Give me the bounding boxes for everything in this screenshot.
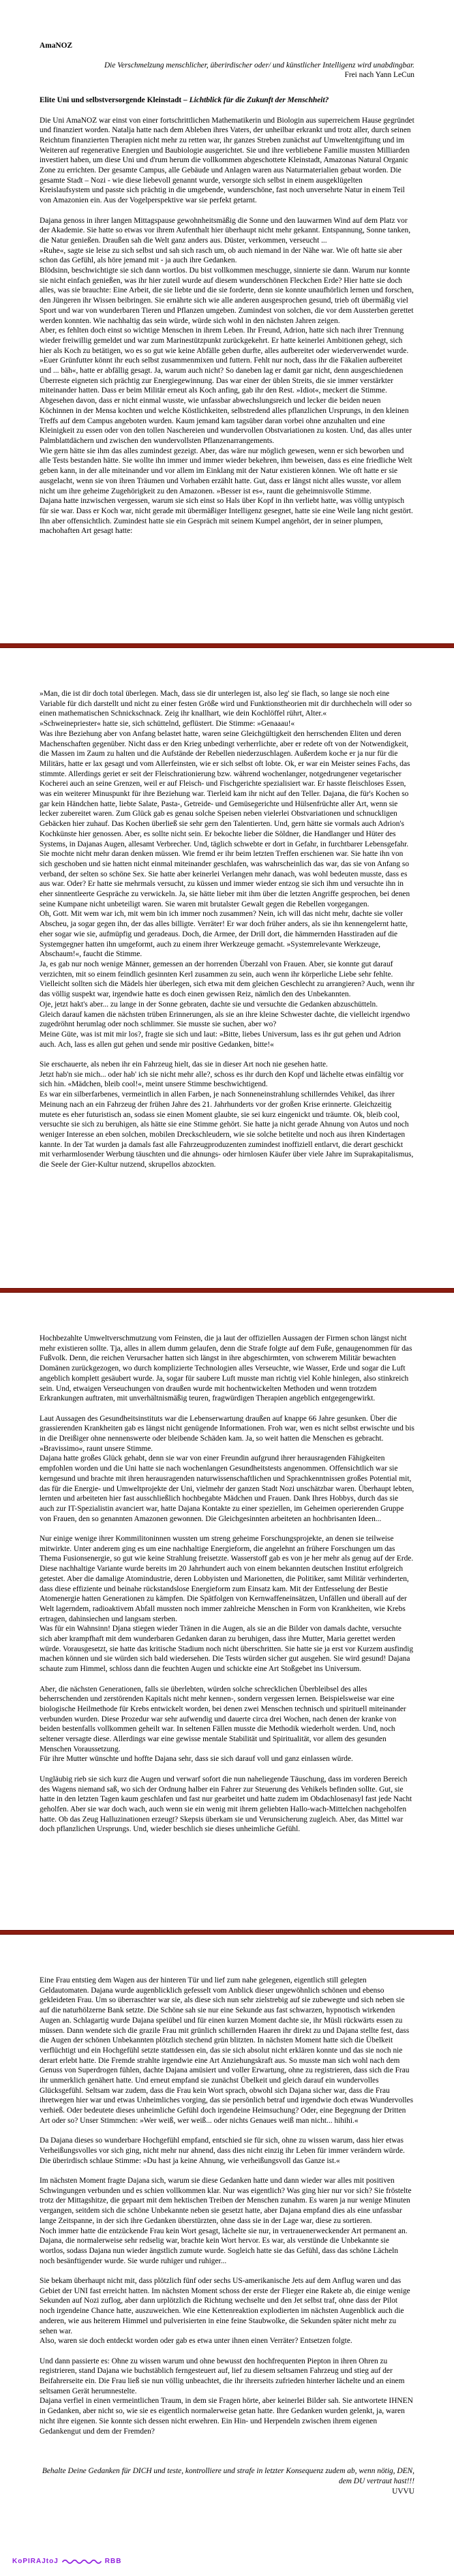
paragraph: Wie gern hätte sie ihm das alles zumindest gezeigt. Aber, das wäre nur möglich gewesen, wenn er sich beworben und alle Tests bestanden hätte. Sie wollte ihn immer und immer wieder bekehren, ihm beweisen, dass es eine friedliche Welt geben kann, in der alle miteinander und vor allem im Einklang mit der Natur existieren können. Wie oft hatte er sie ausgelacht, wenn sie von ihren Träumen und Vorhaben erzählt hatte. Gut, dass er längst nicht alles wusste, vor allem nicht um ihre geheime Zugehörigkeit zu den Amazonen. »Besser ist es«, raunt die geheimnisvolle Stimme. [40, 446, 412, 495]
page-3-body [40, 1334, 414, 1835]
paragraph: Dajana verfiel in einen vermeintlichen Traum, in dem sie Fragen hörte, aber keinerlei Bilder sah. Sie antwortete IHNEN in Gedanken, aber nicht so, wie sie es eigentlich normalerweise getan hatte. Ihre Gedanken wurden gelenkt, ja, waren nicht ihre eigenen. Sie konnte sich dessen nicht erwehren. Ein Hin- und Herpendeln zwischen ihrem eigenen Gedankengut und dem der Fremden? [40, 2397, 413, 2436]
paragraph: Für ihre Mutter wünschte und hoffte Dajana sehr, dass sie sich darauf voll und ganz einlassen würde. [40, 1755, 353, 1764]
paragraph: Was ihre Beziehung aber von Anfang belastet hatte, waren seine Gleichgültigkeit den herrschenden Eliten und deren Machenschaften gegenüber. Nicht dass er den Krieg unbedingt verherrlichte, aber er redete oft von der Notwendigkeit, die Massen im Zaum zu halten und die Aufstände der Rebellen niederzuschlagen. Außerdem koche er ja nur für die Militärs, hatte er lax gesagt und vom Allerfeinsten, wie er sich selbst oft lobte. Ok, er war ein Meister seines Fachs, das stimmte. Allerdings geriet er seit der Fleischrationierung bzw. während wochenlanger, notgedrungener vegetarischer Kocherei auch an seine Grenzen, weil er auf Fleisch- und Fischgerichte spezialisiert war. Er hasste fleischloses Essen, was ein weiterer Minuspunkt für ihre Beziehung war. Tierleid kam ihr nicht auf den Teller. Dajana, die für's Kochen so gar kein Händchen hatte, liebte Salate, Pasta-, Getreide- und Gemüsegerichte und Hülsenfrüchte aller Art, wenn sie lecker zubereitet waren. Zum Glück gab es genau solche Speisen neben vielerlei Obstvariationen und schnuckligen Gebäcken hier zuhauf. Das Kochen überließ sie sehr gern den Talentierten. Und, gern hätte sie vormals auch Adrion's Kochkünste hier genossen. Aber, es sollte nicht sein. Er bekochte lieber die Söldner, die Handlanger und Hüter des Systems, in Dajanas Augen, allesamt Verbrecher. Und, täglich schwebte er dort in Gefahr, in furchtbarer Lebensgefahr. Sie mochte nicht mehr daran denken müssen. Wie fremd er ihr beim letzten Treffen erschienen war. Sie hatte ihn von sich geschoben und sie hatten nicht einmal miteinander geschlafen, was wahrscheinlich das war, das sie von Anfang so verband, der selten so schöne Sex. Sie hatte aber keinerlei Verlangen mehr danach, was wohl bedeuten musste, dass es aus war. Oder? Er hatte sie mehrmals versucht, zu küssen und immer wieder entzog sie sich ihm und versuchte ihn in eher sinnentleerte Gespräche zu verwickeln. Ja, sie hätte lieber mit ihm über die letzten Angriffe gesprochen, bei denen seine Kumpane nicht unbeteiligt waren. Sie waren mit brutalster Gewalt gegen die Rebellen vorgegangen. [40, 729, 410, 908]
section-heading-subtitle: Lichtblick für die Zukunft der Menschheit? [189, 96, 329, 105]
copyright-footer [12, 2558, 121, 2565]
paragraph: Meine Güte, was ist mit mir los?, fragte sie sich und laut: »Bitte, liebes Universum, lass es ihr gut gehen und Adrion auch. Ach, lass es allen gut gehen und sende mir positive Gedanken, bitte!« [40, 1030, 401, 1049]
wavy-line-icon [62, 2558, 102, 2565]
page-4 [0, 1935, 454, 2576]
page-separator [0, 1288, 454, 1293]
paragraph: Sie bekam überhaupt nicht mit, dass plötzlich fünf oder sechs US-amerikanische Jets auf dem Anflug waren und das Gebiet der UNI fast erreicht hatten. Im nächsten Moment schoss der erste der Flieger eine Rakete ab, die einige wenige Sekunden auf Nozi zuflog, aber dann urplötzlich die Richtung wechselte und den Jet selbst traf, ohne dass der Pilot noch irgendeine Chance hatte, auszuweichen. Wie eine Kettenreaktion explodierten im nächsten Augenblick auch die anderen, wie aus heiterem Himmel und pulverisierten in eine feine Staubwolke, die Sekunden später nicht mehr zu sehen war. [40, 2277, 410, 2335]
paragraph: Die Uni AmaNOZ war einst von einer fortschrittlichen Mathematikerin und Biologin aus superreichem Hause gegründet und finanziert worden. Natalja hatte nach dem Ableben ihres Vaters, der unheilbar erkrankt und trotz aller, durch seinen Reichtum finanzierten Therapien nicht mehr zu retten war, ihr ganzes Streben zunächst auf Umweltentgiftung und im Weiteren auf regenerative Energien und Baubiologie ausgerichtet. Sie und ihre verbliebene Familie mussten Milliarden investiert haben, um diese Uni und d'rum herum die vollkommen abgeschottete Kleinstadt, Amazonas Natural Organic Zone zu errichten. Der gesamte Campus, alle Gebäude und Anlagen waren aus Naturmaterialien gebaut worden. Die gesamte Stadt – Nozi - wie diese liebevoll genannt wurde, versorgte sich selbst in einem ausgeklügelten Kreislaufsystem und passte sich prächtig in die umgebende, wunderschöne, fast noch unversehrte Natur in einem Teil von Amazonien ein. Aus der Vogelperspektive war sie perfekt getarnt. [40, 116, 414, 205]
page-4-body [40, 1976, 414, 2436]
paragraph: Da Dajana dieses so wunderbare Hochgefühl empfand, entschied sie für sich, ohne zu wissen warum, dass hier etwas Verheißungsvolles vor sich ging, nicht mehr nur ahnend, dass dies nicht einzig ihr Leben für immer verändern würde. [40, 2136, 405, 2155]
page-2-body [40, 689, 414, 1170]
paragraph: Dajana genoss in ihrer langen Mittagspause gewohnheitsmäßig die Sonne und den lauwarmen Wind auf dem Platz vor der Akademie. Sie hatte so etwas vor ihrem Aufenthalt hier überhaupt nicht mehr gekannt. Entspannung, Sonne tanken, die Natur genießen. Draußen sah die Welt ganz anders aus. Düster, verkommen, verseucht ... [40, 216, 411, 245]
paragraph: Dajana hatte großes Glück gehabt, denn sie war von einer Freundin aufgrund ihrer herausragenden Fähigkeiten empfohlen worden und die Uni hatte sie nach wochenlangen Gesundheitstests angenommen. Offensichtlich war sie kerngesund und brachte mit ihren herausragenden naturwissenschaftlichen und Sprachkenntnissen großes Potential mit, das für die Energie- und Umweltprojekte der Uni, vielmehr der ganzen Stadt Nozi unschätzbar waren. Überhaupt lebten, lernten und arbeiteten hier fast ausschließlich hochbegabte Mädchen und Frauen. Dank Ihres Hobbys, durch das sie auch zur IT-Spezialistin avanciert war, hatte Dajana Kontakte zu einer speziellen, im Geheimen operierenden Gruppe von Frauen, den so genannten Amazonen gewonnen. Die Gleichgesinnten arbeiteten an hochbrisanten Ideen... [40, 1454, 414, 1523]
paragraph: »Schweinepriester« hatte sie, sich schüttelnd, geflüstert. Die Stimme: »Genaaau!« [40, 720, 295, 729]
paragraph: Aber, es fehlten doch einst so wichtige Menschen in ihrem Leben. Ihr Freund, Adrion, hatte sich nach ihrer Trennung wieder freiwillig gemeldet und war zum Marinestützpunkt zurückgekehrt. Er hatte keinerlei Ambitionen gehegt, sich hier als Koch zu betätigen, wo es so gut wie keine Abfälle geben durfte, alles aufbereitet oder wiederverwendet wurde. [40, 326, 409, 355]
closing-motto: Behalte Deine Gedanken für DICH und teste, kontrolliere und strafe in letzter Konsequenz zudem ab, wenn nötig, DEN, dem DU vertraut hast!!! [42, 2467, 414, 2485]
footer-left-text: KoPIRAJtoJ [12, 2558, 59, 2565]
epigraph-credit: Frei nach Yann LeCun [344, 71, 414, 80]
page-separator [0, 1930, 454, 1935]
closing-signature: UVVU [392, 2487, 414, 2496]
page-3 [0, 1293, 454, 1930]
page-2 [0, 648, 454, 1288]
paragraph: Und dann passierte es: Ohne zu wissen warum und ohne bewusst den hochfrequenten Piepton in ihren Ohren zu registrieren, stand Dajana wie buchstäblich ferngesteuert auf, lief zu diesem seltsamen Fahrzeug und stieg auf der Beifahrerseite ein. Die Frau ließ sie nun völlig unbeachtet, die ihr ihrerseits zufrieden hinterher lächelte und an einem seltsamen Gerät herumnestelte. [40, 2357, 405, 2395]
paragraph: Was für ein Wahnsinn! Djana stiegen wieder Tränen in die Augen, als sie an die Bilder von damals dachte, versuchte sich aber krampfhaft mit dem wunderbaren Gedanken daran zu beruhigen, dass ihre Mutter, Maria gerettet werden würde. Vorausgesetzt, sie hatte das kritische Stadium noch nicht überschritten. Sie hatte sie ja erst vor Kurzem ausfindig machen können und sie würden sich bald wiedersehen. Die Tests würden sicher gut ausgehen. Sie wird gesund! Dajana schaute zum Himmel, schloss dann die feuchten Augen und schickte eine Art Stoßgebet ins Universum. [40, 1625, 414, 1674]
paragraph: Oje, jetzt hakt's aber... zu lange in der Sonne gebraten, dachte sie und versuchte die Gedanken abzuschütteln. [40, 1000, 378, 1009]
page-1-body [40, 116, 414, 537]
paragraph: Aber, die nächsten Generationen, falls sie überlebten, würden solche schrecklichen Überbleibsel des alles beherrschenden und zerstörenden Kapitals nicht mehr kennen-, sondern vergessen lernen. Beispielsweise war eine biologische Heilmethode für Krebs entwickelt worden, bei denen zwei Menschen technisch und spirituell miteinander verbunden wurden. Diese Prozedur war sehr aufwendig und dauerte circa drei Wochen, nach denen der kranke von beiden bestenfalls vollkommen geheilt war. In seltenen Fällen musste die Methodik wiederholt werden. Und, noch seltener versagte diese. Allerdings war eine gewisse mentale Stabilität und Spiritualität, vor allem des gesunden Menschen Voraussetzung. [40, 1685, 406, 1753]
paragraph: »Euer Grünfutter könnt ihr euch selbst zusammenmixen und futtern. Fehlt nur noch, dass ihr die Fäkalien aufbereitet und ... bäh«, hatte er abfällig gesagt. Ja, warum auch nicht? So daneben lag er damit gar nicht, denn ausgeschiedenen Überreste eigneten sich prächtig zur Energiegewinnung. Das war einer der üblen Streits, die sie immer verstärkter miteinander hatten. Dass er beim Militär erneut als Koch anfing, gab ihr den Rest. »Idiot«, meckert die Stimme. Abgesehen davon, dass er nicht einmal wusste, wie unfassbar abwechslungsreich und lecker die beiden neuen Köchinnen in der Mensa kochten und welche Köstlichkeiten, selbstredend alles pflanzlichen Ursprungs, in den kleinen Treffs auf dem Campus angeboten wurden. Kaum jemand kam tagsüber daran vorbei ohne anzuhalten und eine Kleinigkeit zu essen oder von den tollen Naschereien und wundervollen Obstvariationen zu kosten. Und, das alles unter Palmblattdächern und zwischen den wundervollsten Pflanzenarrangements. [40, 356, 412, 445]
section-heading [40, 95, 414, 106]
paragraph: Ungläubig rieb sie sich kurz die Augen und verwarf sofort die nun naheliegende Täuschung, dass im vorderen Bereich des Wagens niemand saß, wo sich der Ordnung halber ein Fahrer zur Steuerung des Vehikels befinden sollte. Gut, sie hatte in den letzten Tagen kaum geschlafen und fast nur gearbeitet und hatte zudem im Obdachlosenasyl fast jede Nacht geholfen. Aber sie war doch wach, auch wenn sie ein wenig mit ihrem geliebten Hallo-wach-Mittelchen nachgeholfen hatte. Ob das Zeug Halluzinationen erzeugt? Skepsis überkam sie und Verunsicherung zugleich. Aber, das Mittel war doch pflanzlichen Ursprungs. Und, wieder beschlich sie dieses unheimliche Gefühl. [40, 1775, 412, 1834]
paragraph: Gleich darauf kamen die nächsten trüben Erinnerungen, als sie an ihre kleine Schwester dachte, die vielleicht irgendwo zugedröhnt herumlag oder noch schlimmer. Sie musste sie suchen, aber wo? [40, 1010, 410, 1029]
paragraph: Nur einige wenige ihrer Kommilitoninnen wussten um streng geheime Forschungsprojekte, an denen sie teilweise mitwirkte. Unter anderem ging es um eine nachhaltige Energieform, die angelehnt an frühere Forschungen um das Thema Fusionsenergie, so gut wie keine Strahlung freisetzte. Wasserstoff gab es von je her mehr als genug auf der Erde. Diese nachhaltige Variante wurde bereits im 20 Jahrhundert auch von einem bekannten deutschen Institut erfolgreich getestet. Aber die damalige Atomindustrie, deren Lobbyisten und Marionetten, die Politiker, samt Militär verhinderten, dass diese effiziente und beinahe rückstandslose Energieform zum Einsatz kam. Mit der Entfesselung der Bestie Atomenergie hatten Generationen zu kämpfen. Die Spätfolgen von Kernwaffeneinsätzen, Unfällen und überall auf der Welt lagerndem, radioaktivem Abfall mussten noch immer zahlreiche Menschen in Form von Krankheiten, wie Krebs ertragen, dahinsiechen und langsam sterben. [40, 1535, 414, 1623]
paragraph: Oh, Gott. Mit wem war ich, mit wem bin ich immer noch zusammen? Nein, ich will das nicht mehr, dachte sie voller Abscheu, ja sogar gegen ihn, der das alles billigte. Verräter! Er war doch früher anders, als sie ihn kennengelernt hatte, eher sogar wie sie, aufmüpfig und geradeaus. Doch, die Armee, der Drill dort, die hämmernden Hasstiraden auf die Systemgegner hatten ihn umgeformt, auch zu einem ihrer Werkzeuge gemacht. »Systemrelevante Werkzeuge, Abschaum!«, faucht die Stimme. [40, 910, 408, 959]
paragraph: Es war ein silberfarbenes, vermeintlich in allen Farben, je nach Sonneneinstrahlung schillerndes Vehikel, das ihrer Meinung nach an ein Fahrzeug der frühen Jahre des 21. Jahrhunderts vor der großen Krise erinnerte. Gleichzeitig mutete es eher futuristisch an, sodass sie einen Moment glaubte, sie sei kurz eingenickt und träumte. Ok, bleib cool, versuchte sie sich zu beruhigen, als hätte sie eine Stimme gehört. Sie hatte ja nicht gerade Ahnung von Autos und noch weniger Interesse an eben solchen, mobilen Dreckschleudern, wie sie solche betitelte und noch aus ihren Kindertagen kannte. In der Tat wurden ja damals fast alle Fahrzeugproduzenten zumindest inoffiziell entlarvt, die derart geschickt mit verharmlosender Werbung täuschten und die ahnungs- oder hirnlosen Käufer über viele Jahre im Suprakapitalismus, die Seele der Gier-Kultur nutzend, skrupellos abzockten. [40, 1090, 414, 1169]
paragraph: Sie erschauerte, als neben ihr ein Fahrzeug hielt, das sie in dieser Art noch nie gesehen hatte. [40, 1060, 328, 1069]
section-heading-main: Elite Uni und selbstversorgende Kleinstadt – [40, 96, 190, 105]
page-separator [0, 643, 454, 648]
paragraph: Jetzt hab'n sie mich... oder hab' ich sie nicht mehr alle?, schoss es ihr durch den Kopf und lächelte etwas einfältig vor sich hin. «Mädchen, bleib cool!«, meint unsere Stimme beschwichtigend. [40, 1070, 404, 1089]
paragraph: »Man, die ist dir doch total überlegen. Mach, dass sie dir unterlegen ist, also leg' sie flach, so lange sie noch eine Variable für dich darstellt und nicht zu einer festen Größe wird und Funktionstheorien mit dir durchhecheln will oder so einen mathematischen Schnickschnack. Zeig ihr knallhart, wie dein Kochlöffel rührt, Alter.« [40, 690, 412, 718]
page-1 [0, 0, 454, 643]
footer-right-text: RBB [104, 2558, 122, 2565]
doc-title: AmaNOZ [40, 42, 73, 50]
paragraph: Die überirdisch schlaue Stimme: »Du hast ja keine Ahnung, wie verheißungsvoll das Ganze ist.« [40, 2156, 340, 2165]
paragraph: Dajana hatte inzwischen vergessen, warum sie sich einst so Hals über Kopf in ihn verliebt hatte, was völlig untypisch für sie war. Dass er Koch war, nicht gerade mit übermäßiger Intelligenz gesegnet, hatte sie eine Weile lang nicht gestört. Ihn aber offensichtlich. Zumindest hatte sie ein Gespräch mit seinem Kumpel angehört, der in seiner plumpen, machohaften Art gesagt hatte: [40, 497, 413, 536]
paragraph: Blödsinn, beschwichtigte sie sich dann wortlos. Du bist vollkommen meschugge, sinnierte sie dann. Warum nur konnte sie nicht einfach genießen, was ihr hier zuteil wurde auf diesem wunderschönen Fleckchen Erde? Hier hatte sie doch alles, was sie brauchte: Eine Arbeit, die sie liebte und die sie forderte, denn sie konnte unaufhörlich lernen und forschen, den Jüngeren ihr Wissen beibringen. Sie ernährte sich wie alle anderen ausgesprochen gesund, trieb oft übermäßig viel Sport und war von wunderbaren Tieren und Pflanzen umgeben. Zumindest von solchen, die vor dem Aussterben gerettet werden konnten. Wie nachhaltig das sein würde, würde sich wohl in den nächsten Jahren zeigen. [40, 266, 414, 325]
epigraph: Die Verschmelzung menschlicher, überirdischer oder/ und künstlicher Intelligenz wird unabdingbar. [104, 61, 414, 70]
paragraph: Eine Frau entstieg dem Wagen aus der hinteren Tür und lief zum nahe gelegenen, eigentlich still gelegten Geldautomaten. Dajana wurde augenblicklich gefesselt vom Anblick dieser ungewöhnlich schönen und ebenso gekleideten Frau. Um so überraschter war sie, als diese sich nun sehr zielstrebig auf sie zubewegte und sich neben sie auf die naturhölzerne Bank setzte. Die Schöne sah sie nur eine Sekunde aus fast schwarzen, hypnotisch wirkenden Augen an. Schlagartig wurde Dajana speiübel und für einen kurzen Moment dachte sie, ihr Müsli rückwärts essen zu müssen. Dann wendete sich die grazile Frau mit grünlich schillernden Haaren ihr direkt zu und Dajana stellte fest, dass die Augen der schönen Unbekannten plötzlich stechend grün blitzten. In nächsten Moment hatte sich die Übelkeit verflüchtigt und ein Hochgefühl setzte stattdessen ein, das sie sich absolut nicht erklären konnte und das sie noch nie derart erlebt hatte. Die Fremde strahlte irgendwie eine Art Anziehungskraft aus. So musste man sich wohl nach dem Genuss von Superdrogen fühlen, dachte Dajana amüsiert und voller Erwartung, ohne zu registrieren, dass sich die Frau ihr unmerklich genähert hatte. Und erneut empfand sie zunächst Übelkeit und gleich darauf ein wundervolles Glücksgefühl. Seltsam war zudem, dass die Frau kein Wort sprach, obwohl sich Dajana sicher war, dass die Frau ihretwegen hier war und etwas Unheimliches vorging, das sie persönlich betraf und irgendwie doch etwas Wundervolles verhieß. Oder bedeutete dieses unheimliche Gefühl doch irgendeine Heimsuchung? Oder, eine Begegnung der Dritten Art oder so? Unser Stimmchen: »Wer weiß, wer weiß... oder nichts Genaues weiß man nicht... hihihi.« [40, 1976, 414, 2125]
paragraph: Laut Aussagen des Gesundheitsinstituts war die Lebenserwartung draußen auf knappe 66 Jahre gesunken. Über die grassierenden Krankheiten gab es längst nicht genügende Informationen. Froh war, wen es nicht selbst erwischte und bis in die Dreißiger ohne nennenswerte oder bleibende Schäden kam. Ja, so weit hatten die Menschen es gebracht. »Bravissimo«, raunt unsere Stimme. [40, 1414, 414, 1453]
paragraph: Noch immer hatte die entzückende Frau kein Wort gesagt, lächelte sie nur, in vertrauenerweckender Art permanent an. Dajana, die normalerweise sehr redselig war, brachte kein Wort hervor. Es war, als verstünde die Unbekannte sie wortlos, sodass Dajana nun wieder ängstlich zumute wurde. Sogleich hatte sie das Gefühl, dass das schöne Lächeln noch besänftigender wurde. Sie wurde ruhiger und ruhiger... [40, 2226, 408, 2265]
paragraph: Im nächsten Moment fragte Dajana sich, warum sie diese Gedanken hatte und dann wieder war alles mit positiven Schwingungen verbunden und es schien vollkommen klar. Nur was eigentlich? Was ging hier nur vor sich? Sie fröstelte trotz der Mittagshitze, die gepaart mit dem hektischen Treiben der Menschen zunahm. Es waren ja nur wenige Minuten vergangen, seitdem sich die schöne Unbekannte neben sie gesetzt hatte, aber Dajana empfand dies als eine unfassbar lange Zeitspanne, in der sich ihre Gedanken überstürzten, ohne dass sie in der Lage war, diese zu sortieren. [40, 2177, 412, 2225]
paragraph: »Ruhe«, sagte sie leise zu sich selbst und sah sich rasch um, ob auch niemand in der Nähe war. Wie oft hatte sie aber schon das Gefühl, als höre jemand mit - ja auch ihre Gedanken. [40, 246, 403, 265]
paragraph: Also, waren sie doch entdeckt worden oder gab es etwa unter ihnen einen Verräter? Entsetzen folgte. [40, 2337, 352, 2346]
paragraph: Ja, es gab nur noch wenige Männer, gemessen an der horrenden Überzahl von Frauen. Aber, sie konnte gut darauf verzichten, mit so einem feindlich gesinnten Kerl zusammen zu sein, auch wenn ihr körperliche Liebe sehr fehlte. Vielleicht sollten sich die Mädels hier überlegen, sich etwa mit dem gleichen Geschlecht zu arrangieren? Auch, wenn ihr das völlig suspekt war, irgendwie hatte es doch einen gewissen Reiz, nämlich den des Unbekannten. [40, 960, 414, 999]
paragraph: Hochbezahlte Umweltverschmutzung vom Feinsten, die ja laut der offiziellen Aussagen der Firmen schon längst nicht mehr existieren sollte. Tja, alles in allem dumm gelaufen, denn die Strafe folgte auf dem Fuße, genaugenommen für das Fußvolk. Denn, die reichen Verursacher hatten sich längst in ihre abgeschirmten, von schwerem Militär bewachten Domänen zurückgezogen, wo durch komplizierte Technologien alles Verseuchte, wie Wasser, Erde und sogar die Luft angeblich komplett gesäubert wurde. Ja, sogar für saubere Luft musste man richtig viel Kohle hinlegen, also stinkreich sein. Und, etwaigen Verseuchungen von draußen wurde mit hochentwickelten Methoden und wenn trotzdem Erkrankungen auftraten, mit unverhältnismäßig teuren, fragwürdigen Therapien angeblich entgegengewirkt. [40, 1334, 412, 1403]
